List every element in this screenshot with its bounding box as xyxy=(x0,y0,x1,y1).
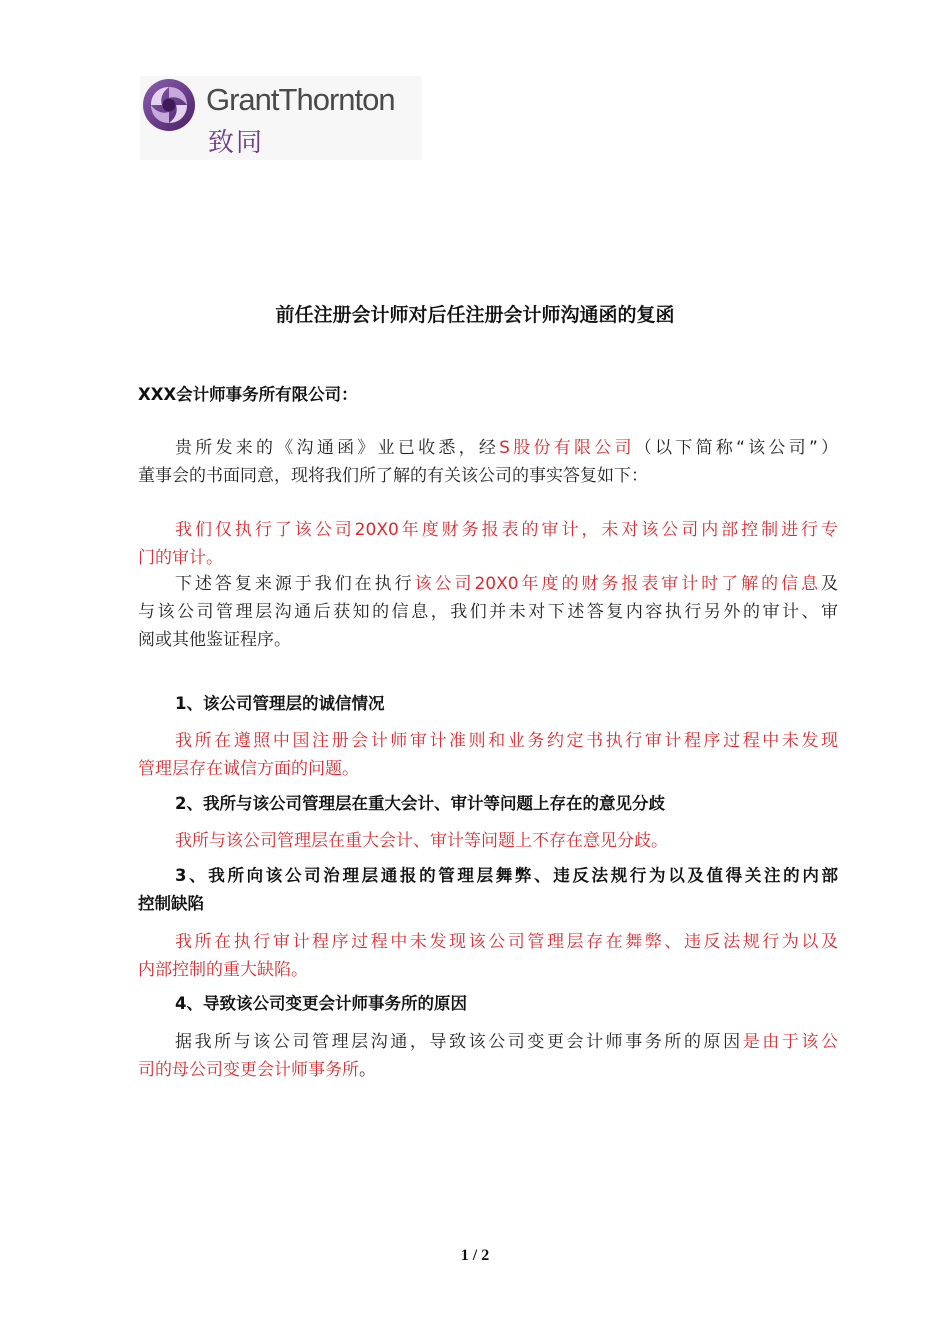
basis-text-b: 及 xyxy=(821,574,838,594)
section-4-answer-highlight-1: 是由于该公 xyxy=(742,1032,838,1052)
scope-paragraph xyxy=(138,516,838,572)
section-3-answer-line-1: 我所在执行审计程序过程中未发现该公司管理层存在舞弊、违反法规行为以及 xyxy=(175,932,838,952)
section-2-answer-line-1: 我所与该公司管理层在重大会计、审计等问题上不存在意见分歧。 xyxy=(175,831,668,851)
intro-line-1 xyxy=(138,434,838,462)
basis-line-2: 与该公司管理层沟通后获知的信息，我们并未对下述答复内容执行另外的审计、审 xyxy=(138,602,838,622)
section-4-answer-line-1 xyxy=(138,1028,838,1056)
company-logo xyxy=(140,76,422,160)
basis-line-1 xyxy=(138,570,838,598)
section-2-heading xyxy=(138,790,838,818)
section-4-heading xyxy=(138,990,838,1018)
section-4-answer-highlight-2: 司的母公司变更会计师事务所 xyxy=(138,1060,359,1080)
section-3-heading-line-2: 控制缺陷 xyxy=(138,894,204,913)
scope-line-2: 门的审计。 xyxy=(138,548,223,568)
intro-paragraph xyxy=(138,434,838,490)
section-1-answer-line-1: 我所在遵照中国注册会计师审计准则和业务约定书执行审计程序过程中未发现 xyxy=(175,731,838,751)
logo-name-cn: 致同 xyxy=(208,128,265,158)
document-title: 前任注册会计师对后任注册会计师沟通函的复函 xyxy=(275,304,675,326)
section-4-heading-text: 4、导致该公司变更会计师事务所的原因 xyxy=(175,994,467,1013)
intro-line-2: 董事会的书面同意，现将我们所了解的有关该公司的事实答复如下： xyxy=(138,466,648,486)
section-3-heading xyxy=(138,862,838,918)
section-3-heading-line-1: 3、我所向该公司治理层通报的管理层舞弊、违反法规行为以及值得关注的内部 xyxy=(175,866,838,885)
company-name-highlight: S股份有限公司 xyxy=(499,438,635,458)
section-1-heading-text: 1、该公司管理层的诚信情况 xyxy=(175,694,385,713)
basis-text-a: 下述答复来源于我们在执行 xyxy=(175,574,415,594)
section-1-heading xyxy=(138,690,838,718)
scope-line-1: 我们仅执行了该公司20X0年度财务报表的审计，未对该公司内部控制进行专 xyxy=(175,520,838,540)
salutation xyxy=(138,381,838,409)
intro-text-a: 贵所发来的《沟通函》业已收悉，经 xyxy=(175,438,500,458)
grant-thornton-swirl-icon xyxy=(142,78,196,132)
salutation-text: XXX会计师事务所有限公司： xyxy=(138,385,358,404)
section-2-heading-text: 2、我所与该公司管理层在重大会计、审计等问题上存在的意见分歧 xyxy=(175,794,665,813)
page-number: 1 / 2 xyxy=(460,1247,490,1264)
section-3-answer xyxy=(138,928,838,984)
basis-line-3: 阅或其他鉴证程序。 xyxy=(138,630,291,650)
section-4-answer-text-a: 据我所与该公司管理层沟通，导致该公司变更会计师事务所的原因 xyxy=(175,1032,743,1052)
section-4-answer xyxy=(138,1028,838,1084)
section-3-answer-line-2: 内部控制的重大缺陷。 xyxy=(138,960,308,980)
intro-text-b: （以下简称“该公司”） xyxy=(634,438,838,458)
logo-name-en: GrantThornton xyxy=(206,82,395,117)
section-1-answer xyxy=(138,727,838,783)
basis-paragraph xyxy=(138,570,838,654)
section-2-answer xyxy=(138,827,838,855)
section-4-answer-line-2 xyxy=(138,1056,838,1084)
section-4-answer-text-b: 。 xyxy=(359,1060,376,1080)
basis-highlight: 该公司20X0年度的财务报表审计时了解的信息 xyxy=(414,574,822,594)
section-1-answer-line-2: 管理层存在诚信方面的问题。 xyxy=(138,759,359,779)
